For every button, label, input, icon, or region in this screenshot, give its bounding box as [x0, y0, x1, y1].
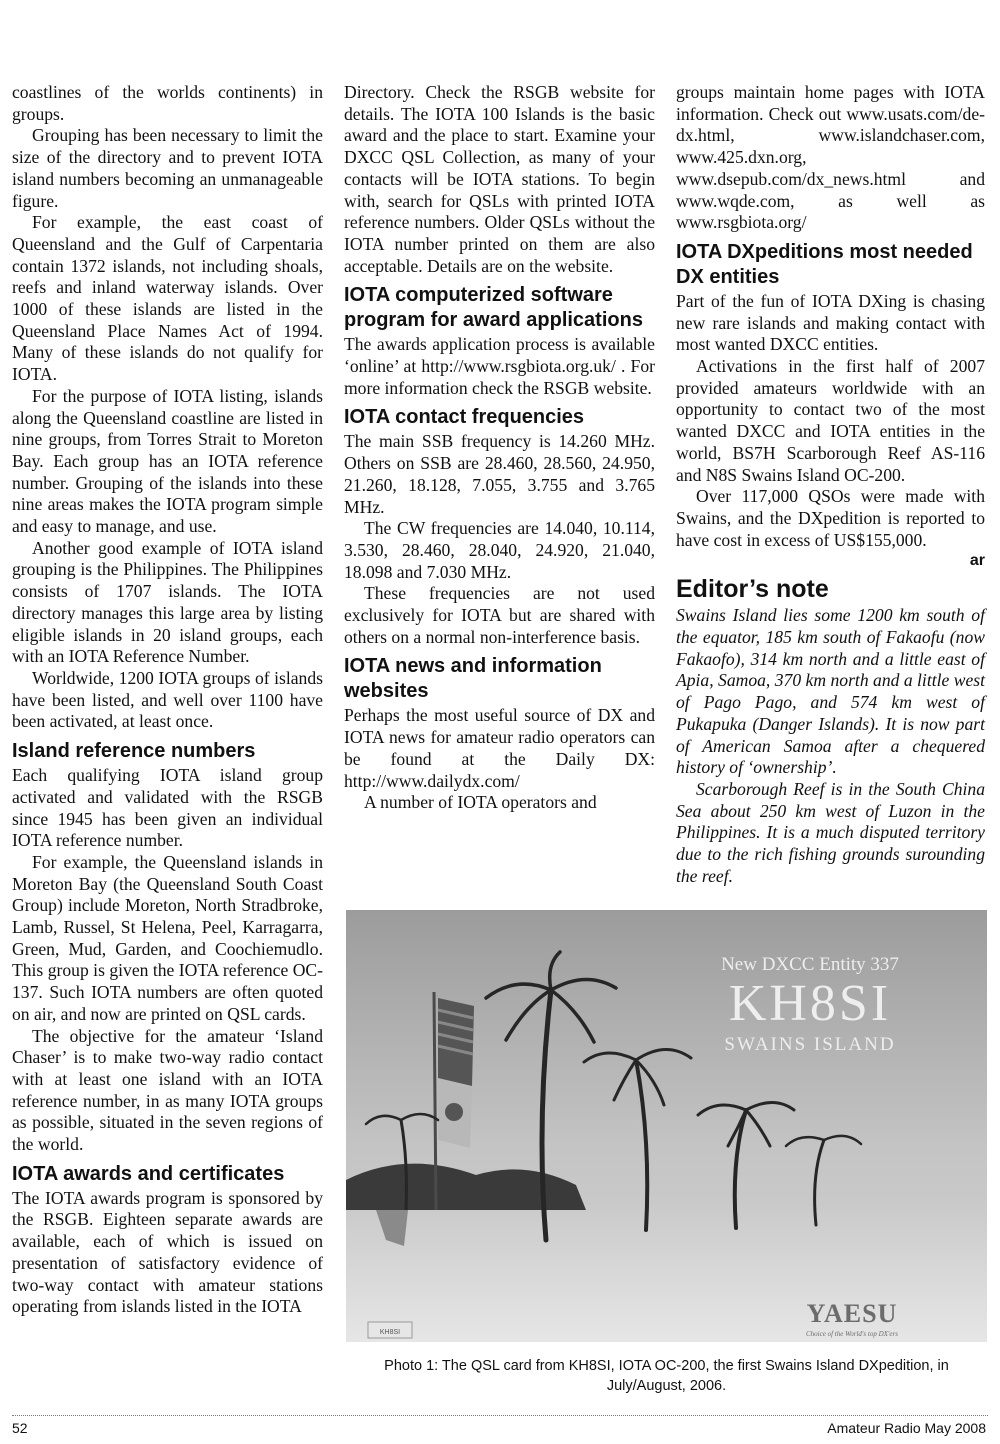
yaesu-tagline: Choice of the World's top DX'ers: [806, 1330, 898, 1338]
magazine-issue: Amateur Radio May 2008: [827, 1420, 986, 1436]
page-number: 52: [12, 1420, 28, 1436]
qsl-card-photo: [346, 910, 987, 1342]
qsl-card-image: [346, 910, 987, 1342]
section-heading: IOTA news and information websites: [344, 655, 602, 703]
article-column-2: [344, 82, 655, 814]
column-3-body: [676, 82, 985, 551]
article-paragraph: The awards application process is available ‘online’ at http://www.rsgbiota.org.uk/ . For more information check the RSGB website.: [344, 334, 655, 398]
article-paragraph: Each qualifying IOTA island group activated and validated with the RSGB since 1945 has been given an individual IOTA reference number.: [12, 765, 323, 851]
article-paragraph: Part of the fun of IOTA DXing is chasing new rare islands and making contact with most wanted DXCC entities.: [676, 290, 985, 355]
editors-note-heading: Editor’s note: [676, 575, 829, 604]
article-paragraph: The IOTA awards program is sponsored by the RSGB. Eighteen separate awards are available, each of which is issued on presentation of satisfactory evidence of two-way contact with amateur stations operating from islands listed in the IOTA: [12, 1187, 323, 1317]
photo-caption: Photo 1: The QSL card from KH8SI, IOTA OC-200, the first Swains Island DXpedition, in July/August, 2006.: [384, 1358, 949, 1394]
section-heading: IOTA computerized software program for award applications: [344, 284, 643, 332]
article-paragraph: Over 117,000 QSOs were made with Swains, and the DXpedition is reported to have cost in excess of US$155,000.: [676, 486, 985, 550]
yaesu-logo: YAESU: [806, 1299, 898, 1328]
article-paragraph: For the purpose of IOTA listing, islands along the Queensland coastline are listed in nine groups, from Torres Strait to Moreton Bay. Each group has an IOTA reference number. Grouping of the islands into these nine areas makes the IOTA program simple and easy to manage, and use.: [12, 385, 323, 537]
article-paragraph: For example, the east coast of Queensland and the Gulf of Carpentaria contain 1372 islands, not including shoals, reefs and inland waterway islands. Over 1000 of these islands are listed in the Queensland Place Names Act of 1994. Many of these islands do not qualify for IOTA.: [12, 212, 323, 385]
editors-note-paragraph: Swains Island lies some 1200 km south of the equator, 185 km south of Fakaofu (now Fakaofo), 314 km north and a little east of Apia, Samoa, 370 km north and a little west of Pago Pago, and 574 km west of Pukapuka (Danger Islands). It is now part of American Samoa after a chequered history of ‘ownership’.: [676, 605, 985, 778]
article-column-3: [676, 82, 985, 888]
author-signoff: ar: [969, 552, 985, 570]
article-paragraph: The objective for the amateur ‘Island Chaser’ is to make two-way radio contact with at least one island with an IOTA reference number, in as many IOTA groups as possible, situated in the seven regions of the world.: [12, 1025, 323, 1155]
section-heading: IOTA contact frequencies: [344, 406, 585, 429]
article-paragraph: For example, the Queensland islands in Moreton Bay (the Queensland South Coast Group) include Moreton, North Stradbroke, Lamb, Russel, St Helena, Peel, Karragarra, Green, Mud, Garden, and Coochiemudlo. This group is given the IOTA reference OC-137. Such IOTA numbers are often quoted on air, and now are printed on QSL cards.: [12, 851, 323, 1024]
qsl-card-stamp: KH8SI: [379, 1329, 401, 1336]
article-paragraph: Directory. Check the RSGB website for details. The IOTA 100 Islands is the basic award and the place to start. Examine your DXCC QSL Collection, as many of your contacts will be IOTA stations. To begin with, search for QSLs with printed IOTA reference numbers. Older QSLs without the IOTA number printed on them are also acceptable. Details are on the website.: [344, 82, 655, 276]
article-paragraph: Another good example of IOTA island grouping is the Philippines. The Philippines consists of 1707 islands. The IOTA directory manages this large area by listing eligible islands in 20 island groups, each with an IOTA Reference Number.: [12, 537, 323, 667]
section-heading: IOTA DXpeditions most needed DX entities: [676, 240, 973, 288]
qsl-entity-label: New DXCC Entity 337: [721, 954, 899, 975]
editors-note: [676, 605, 985, 887]
section-heading: IOTA awards and certificates: [12, 1162, 285, 1185]
article-paragraph: The CW frequencies are 14.040, 10.114, 3.530, 28.460, 28.040, 24.920, 21.040, 18.098 and 7.030 MHz.: [344, 518, 655, 582]
article-paragraph: Activations in the first half of 2007 provided amateurs worldwide with an opportunity to contact two of the most wanted DXCC and IOTA entities in the world, BS7H Scarborough Reef AS-116 and N8S Swains Island OC-200.: [676, 356, 985, 485]
qsl-location: SWAINS ISLAND: [724, 1034, 896, 1055]
qsl-callsign: KH8SI: [728, 975, 892, 1032]
article-paragraph: Grouping has been necessary to limit the size of the directory and to prevent IOTA island numbers becoming an unmanageable figure.: [12, 125, 323, 211]
article-paragraph: coastlines of the worlds continents) in groups.: [12, 82, 323, 124]
footer-divider: [12, 1415, 988, 1416]
section-heading: Island reference numbers: [12, 740, 256, 763]
article-paragraph: Perhaps the most useful source of DX and IOTA news for amateur radio operators can be found at the Daily DX: http://www.dailydx.com/: [344, 705, 655, 791]
article-paragraph: groups maintain home pages with IOTA information. Check out www.usats.com/de-dx.html, www.islandchaser.com, www.425.dxn.org, www.dsepub.com/dx_news.html and www.wqde.com, as well as www.rsgbiota.org/: [676, 82, 985, 233]
article-paragraph: The main SSB frequency is 14.260 MHz. Others on SSB are 28.460, 28.560, 24.950, 21.260, 18.128, 7.055, 3.755 and 3.765 MHz.: [344, 431, 655, 517]
article-paragraph: These frequencies are not used exclusively for IOTA but are shared with others on a normal non-interference basis.: [344, 583, 655, 647]
article-paragraph: Worldwide, 1200 IOTA groups of islands have been listed, and well over 1100 have been activated, at least once.: [12, 667, 323, 732]
article-column-1: [12, 82, 323, 1318]
editors-note-paragraph: Scarborough Reef is in the South China Sea about 250 km west of Luzon in the Philippines. It is a much disputed territory due to the rich fishing grounds surounding the reef.: [676, 778, 985, 886]
article-paragraph: A number of IOTA operators and: [364, 792, 597, 813]
